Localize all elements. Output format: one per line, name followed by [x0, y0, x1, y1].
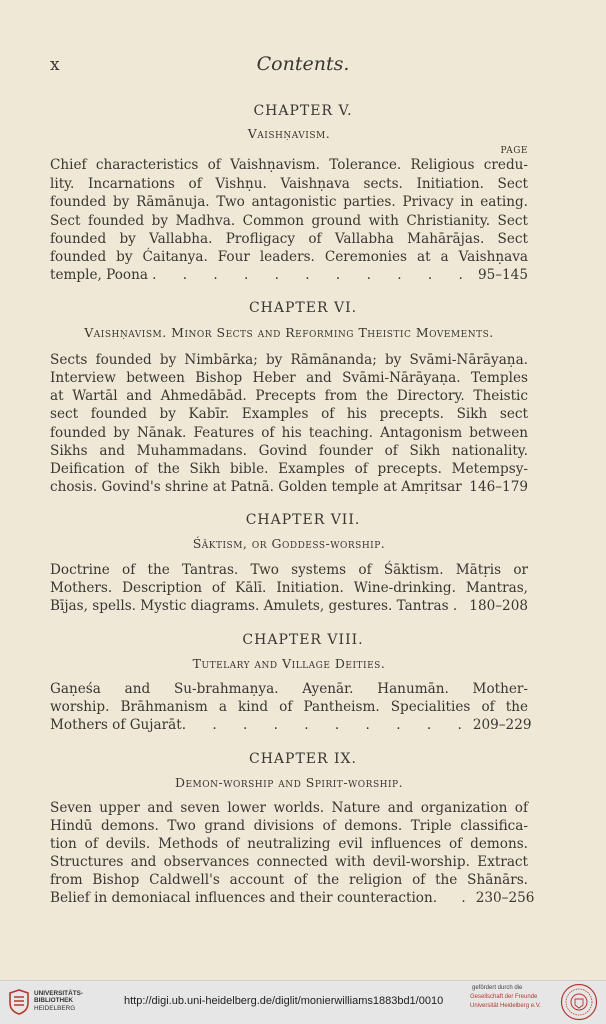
chapter-7-line: Doctrine of the Tantras. Two systems of Śāktism. Mātṛis or	[50, 562, 528, 578]
digitization-footer	[0, 980, 606, 1024]
chapter-5-line: lity. Incarnations of Vishṇu. Vaishṇava sects. Initiation. Sect	[50, 176, 528, 192]
chapter-9-line: Hindū demons. Two grand divisions of demons. Triple classifica-	[50, 818, 528, 834]
chapter-5-line: Chief characteristics of Vaishṇavism. Tolerance. Religious credu-	[50, 157, 528, 173]
page-number: x	[50, 55, 61, 75]
library-line: HEIDELBERG	[34, 1004, 76, 1012]
library-name	[34, 990, 83, 1012]
chapter-6-heading: CHAPTER VI.	[248, 300, 358, 316]
chapter-6-subtitle: Vaishṇavism. Minor Sects and Reforming Theistic Movements.	[84, 325, 494, 340]
chapter-8-last-line	[50, 716, 532, 734]
chapter-9-line: Seven upper and seven lower worlds. Nature and organization of	[50, 800, 528, 816]
page-range: 230–256	[475, 890, 535, 906]
sponsor-note	[470, 984, 541, 1011]
leader-dots: . .	[432, 890, 476, 906]
chapter-9-heading: CHAPTER IX.	[249, 751, 357, 767]
chapter-6-line: sect founded by Kabīr. Examples of his precepts. Sikh sect	[50, 406, 528, 422]
page-range: 180–208	[469, 598, 528, 614]
chapter-6-line: at Wartāl and Ahmedābād. Precepts from the Directory. Theistic	[50, 388, 528, 404]
sponsor-line: Gesellschaft der Freunde	[470, 994, 538, 1000]
library-line: UNIVERSITÄTS-	[34, 990, 83, 997]
chapter-5-line: founded by Ćaitanya. Four leaders. Ceremonies at a Vaishṇava	[50, 249, 528, 265]
running-title: Contents.	[256, 53, 350, 75]
chapter-9-line: Structures and observances connected with devil-worship. Extract	[50, 854, 528, 870]
entry-text: temple, Poona	[50, 267, 148, 283]
chapter-6-line: founded by Nānak. Features of his teaching. Antagonism between	[50, 425, 528, 441]
chapter-5-line: founded by Vallabha. Profligacy of Vallabha Mahārājas. Sect	[50, 231, 528, 247]
chapter-8-line: Gaṇeśa and Su-brahmaṇya. Ayenār. Hanumān. Mother-	[50, 681, 528, 697]
university-seal-icon	[560, 983, 598, 1021]
entry-text: chosis. Govind's shrine at Patnā. Golden temple at Amṛitsar	[50, 479, 462, 495]
chapter-6-last-line	[50, 478, 528, 496]
permalink-url[interactable]: http://digi.ub.uni-heidelberg.de/diglit/monierwilliams1883bd1/0010	[124, 995, 444, 1007]
chapter-7-subtitle: Śāktism, or Goddess-worship.	[192, 536, 386, 551]
chapter-6-line: Deification of the Sikh bible. Examples of precepts. Metempsy-	[50, 461, 528, 477]
chapter-5-subtitle: Vaishṇavism.	[247, 126, 331, 141]
chapter-8-heading: CHAPTER VIII.	[242, 632, 364, 648]
leader-dots: . . . . . . . . . .	[181, 717, 473, 733]
chapter-8-line: worship. Brāhmanism a kind of Pantheism. Specialities of the	[50, 699, 528, 715]
chapter-8-subtitle: Tutelary and Village Deities.	[192, 656, 386, 671]
page-range: 146–179	[469, 479, 528, 495]
chapter-5-line: Sect founded by Madhva. Common ground with Christianity. Sect	[50, 213, 528, 229]
chapter-7-line: Mothers. Description of Kālī. Initiation. Wine-drinking. Mantras,	[50, 580, 528, 596]
chapter-7-last-line	[50, 597, 528, 615]
chapter-6-line: Sikhs and Muhammadans. Govind founder of Sikh nationality.	[50, 443, 528, 459]
page-column-label: PAGE	[500, 146, 528, 156]
chapter-5-line: founded by Rāmānuja. Two antagonistic parties. Privacy in eating.	[50, 194, 528, 210]
page-range: 209–229	[472, 717, 532, 733]
entry-text: Mothers of Gujarāt	[50, 717, 182, 733]
chapter-9-last-line	[50, 889, 535, 907]
page-range: 95–145	[477, 267, 528, 283]
sponsor-line: Universität Heidelberg e.V.	[470, 1003, 541, 1009]
chapter-5-last-line	[50, 266, 528, 284]
chapter-6-line: Sects founded by Nimbārka; by Rāmānanda; by Svāmi-Nārāyaṇa.	[50, 352, 528, 368]
chapter-5-heading: CHAPTER V.	[253, 103, 353, 119]
sponsor-label: gefördert durch die	[472, 985, 523, 991]
entry-text: Belief in demoniacal influences and their counteraction	[50, 890, 433, 906]
library-line: BIBLIOTHEK	[34, 997, 74, 1005]
library-crest-icon	[8, 989, 30, 1015]
leader-dots: . . . . . . . . . . .	[152, 267, 474, 283]
chapter-7-heading: CHAPTER VII.	[245, 512, 361, 528]
entry-text: Bījas, spells. Mystic diagrams. Amulets, gestures. Tantras .	[50, 598, 458, 614]
chapter-9-subtitle: Demon-worship and Spirit-worship.	[174, 775, 404, 790]
chapter-9-line: tion of devils. Methods of neutralizing evil influences of demons.	[50, 836, 528, 852]
chapter-9-line: from Bishop Caldwell's account of the religion of the Shānārs.	[50, 872, 528, 888]
chapter-6-line: Interview between Bishop Heber and Svāmi-Nārāyaṇa. Temples	[50, 370, 528, 386]
